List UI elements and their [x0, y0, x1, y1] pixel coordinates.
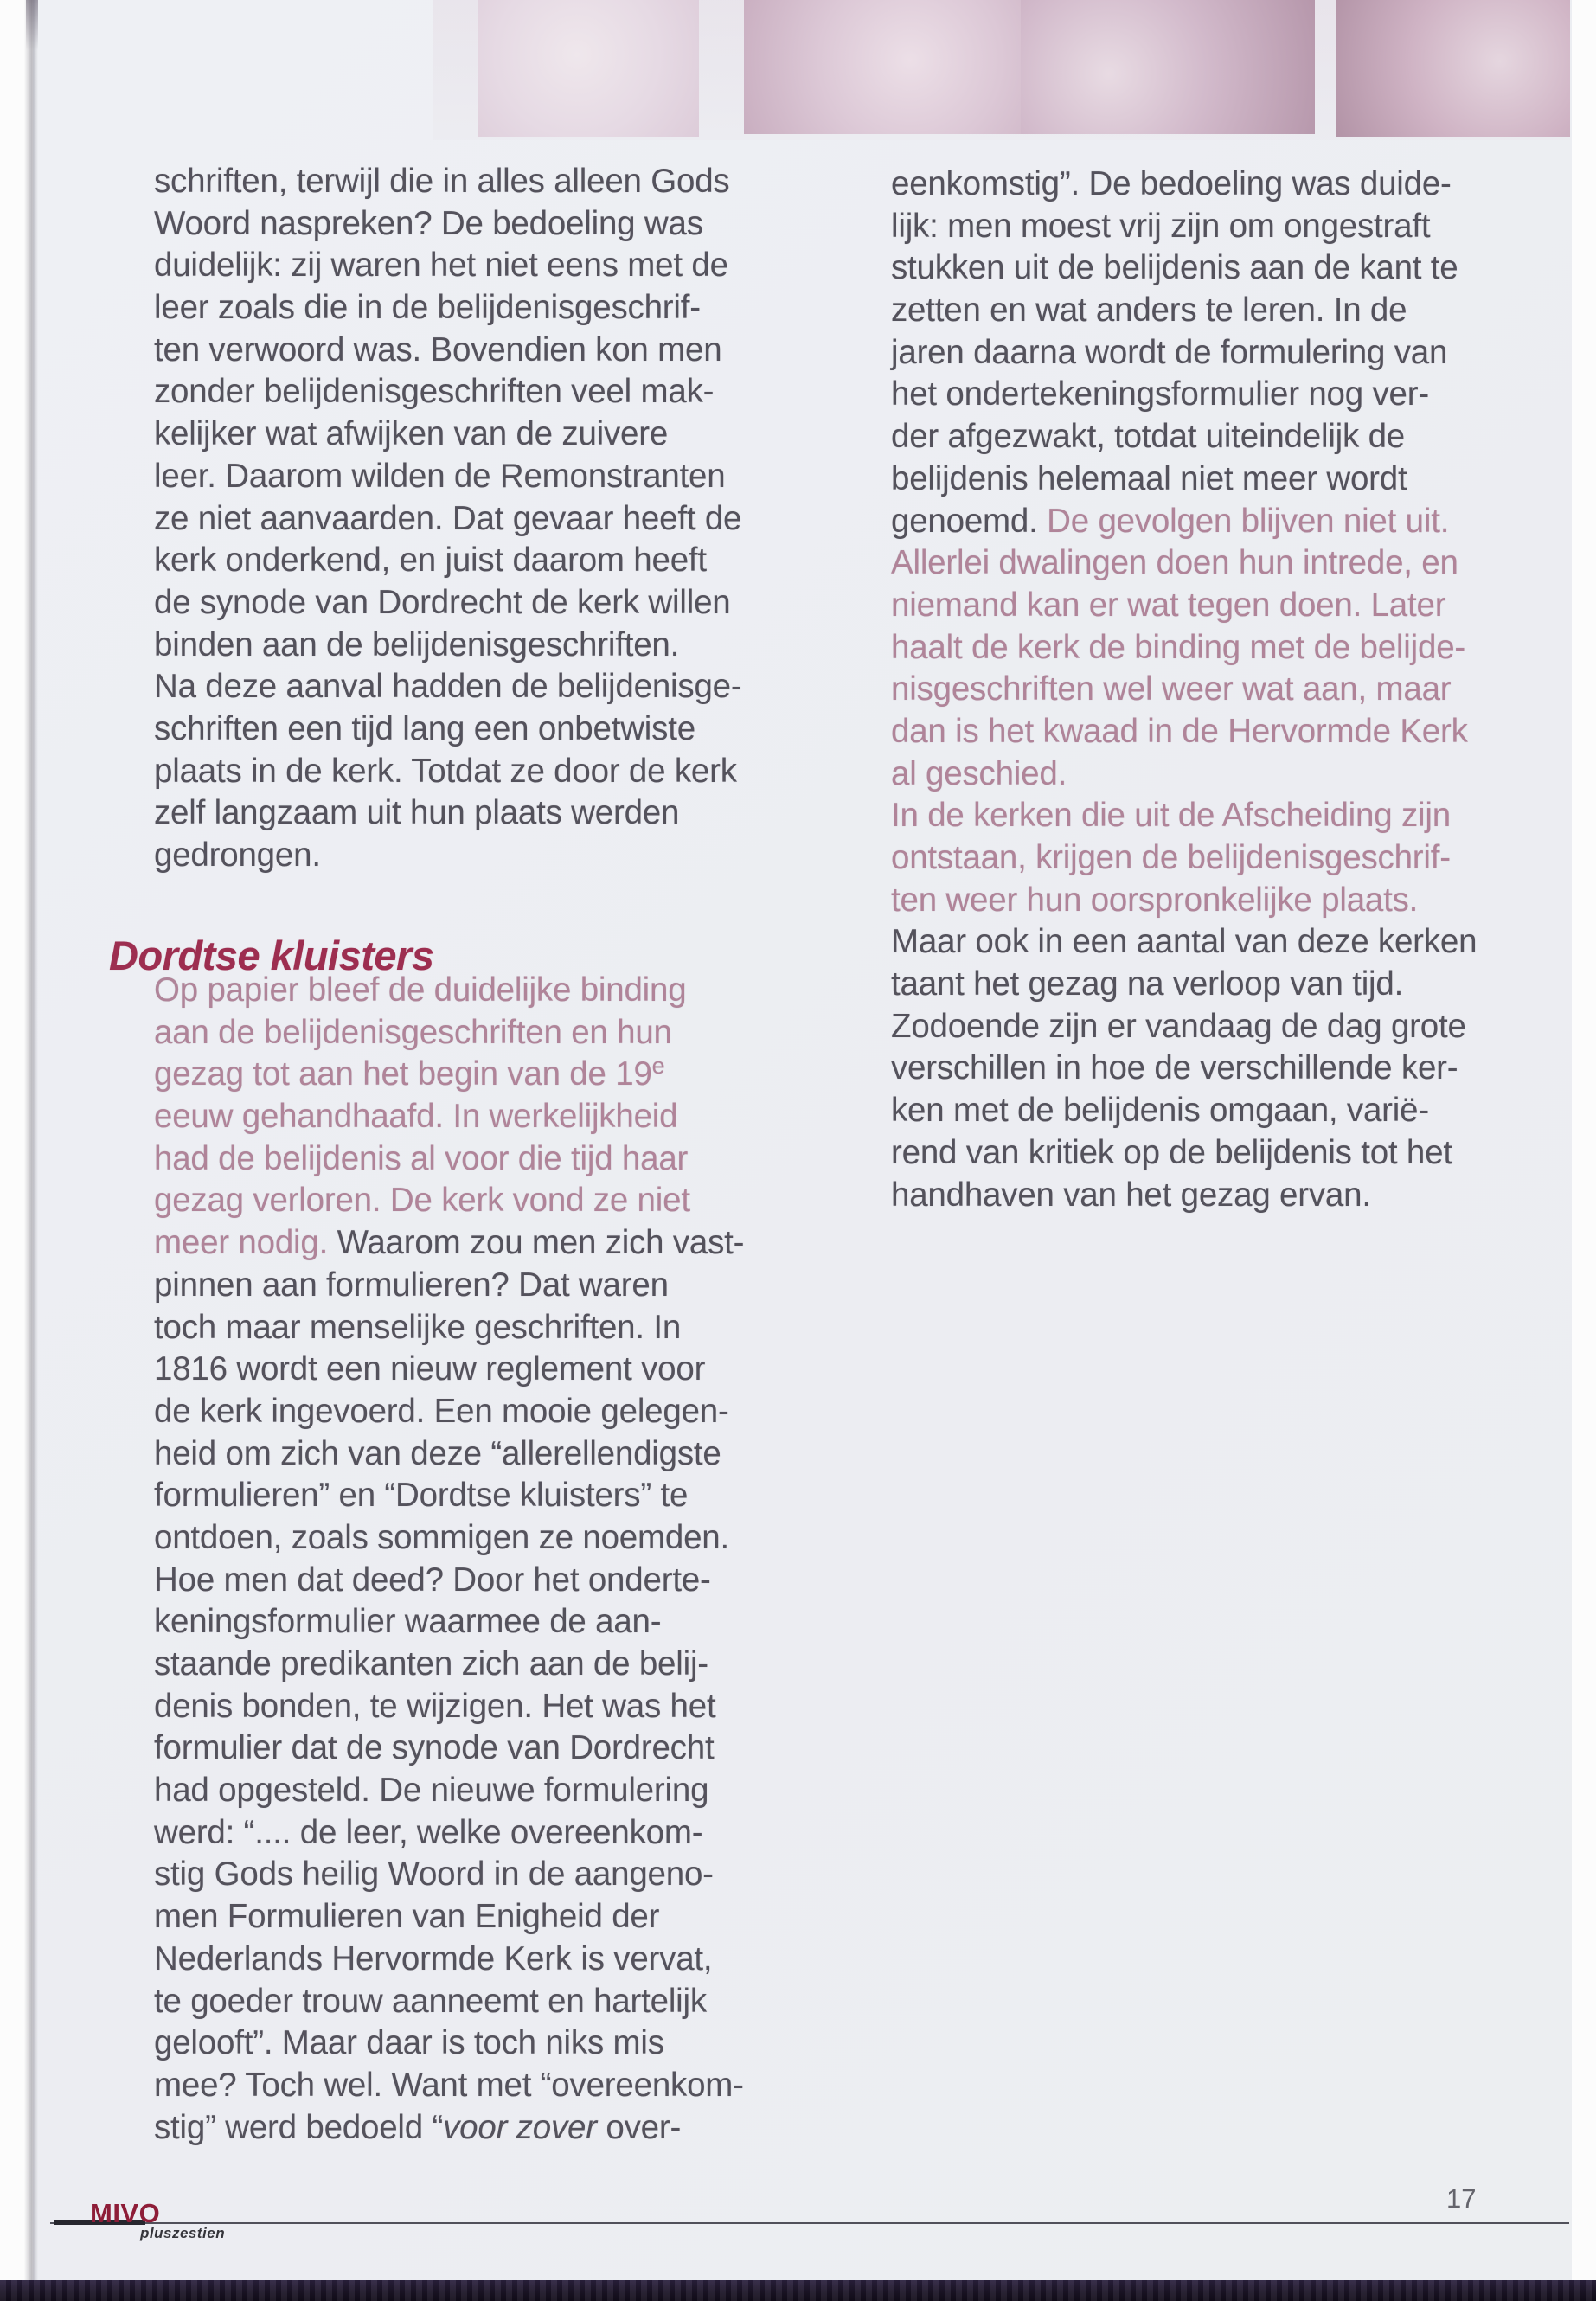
- text-segment: gedrongen.: [154, 836, 321, 874]
- text-line: [154, 1601, 811, 1644]
- text-line: [154, 1054, 811, 1096]
- faded-photo-3: [1021, 0, 1315, 134]
- text-line: [891, 795, 1548, 837]
- text-segment: schriften, terwijl die in alles alleen Gods: [154, 163, 730, 200]
- text-line: [891, 206, 1548, 248]
- text-line: [154, 498, 811, 541]
- text-line: [891, 1175, 1548, 1217]
- text-segment: mee? Toch wel. Want met “overeenkom-: [154, 2066, 744, 2104]
- text-line: [154, 245, 811, 287]
- text-segment: formulieren” en “Dordtse kluisters” te: [154, 1477, 689, 1515]
- text-line: [891, 501, 1548, 543]
- text-segment: Woord naspreken? De bedoeling was: [154, 204, 703, 242]
- text-segment: eenkomstig”. De bedoeling was duide-: [891, 165, 1452, 202]
- text-line: [154, 540, 811, 582]
- text-segment: genoemd.: [891, 502, 1048, 540]
- text-line: [891, 1006, 1548, 1048]
- text-segment: toch maar menselijke geschriften. In: [154, 1308, 682, 1346]
- text-line: [891, 837, 1548, 880]
- text-segment: ken met de belijdenis omgaan, varië-: [891, 1092, 1429, 1130]
- text-segment: al geschied.: [891, 754, 1067, 792]
- text-line: [154, 1981, 811, 2023]
- text-segment: zetten en wat anders te leren. In de: [891, 292, 1407, 330]
- text-segment: plaats in de kerk. Totdat ze door de kerk: [154, 752, 737, 790]
- text-segment: staande predikanten zich aan de belij-: [154, 1645, 708, 1682]
- text-segment: gezag tot aan het begin van de 19: [154, 1055, 652, 1093]
- text-line: [154, 1854, 811, 1896]
- text-segment: ontdoen, zoals sommigen ze noemden.: [154, 1518, 730, 1556]
- text-segment: 1816 wordt een nieuw reglement voor: [154, 1350, 706, 1388]
- faded-photo-1: [478, 0, 699, 137]
- text-segment: rend van kritiek op de belijdenis tot het: [891, 1133, 1452, 1171]
- text-line: [154, 666, 811, 708]
- text-line: [891, 163, 1548, 206]
- article-left-column-bottom: [154, 970, 811, 2149]
- faded-photo-4: [1336, 0, 1570, 137]
- text-segment: Zodoende zijn er vandaag de dag grote: [891, 1007, 1466, 1045]
- text-line: [891, 247, 1548, 290]
- text-line: [154, 413, 811, 456]
- text-segment: gezag verloren. De kerk vond ze niet: [154, 1182, 690, 1220]
- section-heading: Dordtse kluisters: [109, 933, 434, 978]
- text-line: [154, 2107, 811, 2150]
- text-segment: schriften een tijd lang een onbetwiste: [154, 709, 695, 747]
- text-segment: het ondertekeningsformulier nog ver-: [891, 375, 1429, 413]
- text-line: [154, 1644, 811, 1686]
- text-segment: stig Gods heilig Woord in de aangeno-: [154, 1856, 714, 1894]
- text-line: [891, 1132, 1548, 1175]
- text-line: [891, 1090, 1548, 1132]
- text-segment: e: [651, 1053, 665, 1080]
- page-edge-top-smudge: [26, 0, 38, 50]
- text-line: [154, 161, 811, 203]
- text-line: [154, 1475, 811, 1517]
- text-line: [154, 835, 811, 877]
- text-line: [891, 290, 1548, 332]
- text-segment: stig” werd bedoeld “: [154, 2108, 444, 2146]
- text-line: [154, 456, 811, 498]
- text-line: [154, 1222, 811, 1265]
- text-segment: kerk onderkend, en juist daarom heeft: [154, 542, 707, 580]
- text-line: [154, 1138, 811, 1181]
- text-segment: had de belijdenis al voor die tijd haar: [154, 1139, 689, 1177]
- text-segment: belijdenis helemaal niet meer wordt: [891, 459, 1407, 497]
- text-segment: heid om zich van deze “allerellendigste: [154, 1434, 721, 1472]
- text-segment: denis bonden, te wijzigen. Het was het: [154, 1687, 716, 1725]
- text-segment: Op papier bleef de duidelijke binding: [154, 971, 687, 1009]
- text-segment: nisgeschriften wel weer wat aan, maar: [891, 670, 1452, 708]
- article-left-column-top: [154, 161, 811, 877]
- text-segment: werd: “.... de leer, welke overeenkom-: [154, 1813, 703, 1851]
- text-segment: haalt de kerk de binding met de belijde-: [891, 628, 1466, 666]
- text-segment: eeuw gehandhaafd. In werkelijkheid: [154, 1098, 678, 1136]
- text-segment: men Formulieren van Enigheid der: [154, 1898, 660, 1936]
- text-segment: te goeder trouw aanneemt en hartelijk: [154, 1982, 707, 2020]
- text-line: [154, 1517, 811, 1560]
- text-line: [154, 625, 811, 667]
- text-segment: Hoe men dat deed? Door het onderte-: [154, 1561, 711, 1599]
- text-segment: Waarom zou men zich vast-: [337, 1224, 745, 1262]
- text-line: [154, 1560, 811, 1602]
- text-line: [154, 1307, 811, 1349]
- text-line: [154, 1265, 811, 1307]
- text-segment: der afgezwakt, totdat uiteindelijk de: [891, 418, 1405, 456]
- text-segment: formulier dat de synode van Dordrecht: [154, 1729, 715, 1767]
- text-line: [891, 669, 1548, 711]
- text-segment: duidelijk: zij waren het niet eens met de: [154, 247, 728, 285]
- text-line: [154, 1896, 811, 1939]
- text-segment: Maar ook in een aantal van deze kerken: [891, 923, 1477, 961]
- text-line: [154, 1391, 811, 1433]
- text-segment: ten weer hun oorspronkelijke plaats.: [891, 881, 1419, 919]
- text-segment: gelooft”. Maar daar is toch niks mis: [154, 2024, 664, 2062]
- text-line: [154, 970, 811, 1012]
- text-line: [891, 332, 1548, 375]
- text-line: [154, 1349, 811, 1391]
- text-line: [154, 1096, 811, 1138]
- text-line: [154, 1812, 811, 1855]
- text-segment: over-: [596, 2108, 682, 2146]
- text-segment: de kerk ingevoerd. Een mooie gelegen-: [154, 1392, 729, 1430]
- text-segment: aan de belijdenisgeschriften en hun: [154, 1013, 672, 1051]
- text-line: [154, 1727, 811, 1770]
- text-segment: kelijker wat afwijken van de zuivere: [154, 415, 669, 453]
- text-segment: voor zover: [443, 2108, 597, 2146]
- text-segment: lijk: men moest vrij zijn om ongestraft: [891, 207, 1431, 245]
- text-segment: keningsformulier waarmee de aan-: [154, 1603, 662, 1641]
- text-segment: In de kerken die uit de Afscheiding zijn: [891, 797, 1451, 835]
- text-segment: ten verwoord was. Bovendien kon men: [154, 330, 722, 369]
- text-segment: binden aan de belijdenisgeschriften.: [154, 625, 680, 663]
- article-right-column: [891, 163, 1548, 1216]
- text-line: [154, 1939, 811, 1981]
- mivo-logo-sub: pluszestien: [140, 2225, 226, 2241]
- text-segment: zelf langzaam uit hun plaats werden: [154, 794, 680, 832]
- text-line: [891, 1048, 1548, 1090]
- text-segment: jaren daarna wordt de formulering van: [891, 333, 1448, 371]
- text-segment: Na deze aanval hadden de belijdenisge-: [154, 668, 742, 706]
- text-line: [891, 753, 1548, 796]
- text-line: [154, 2065, 811, 2107]
- text-segment: stukken uit de belijdenis aan de kant te: [891, 249, 1458, 287]
- text-line: [154, 792, 811, 835]
- text-line: [891, 964, 1548, 1006]
- page-edge-shadow: [24, 0, 38, 2301]
- mivo-logo: MIVO: [90, 2198, 161, 2228]
- text-line: [154, 371, 811, 413]
- text-line: [154, 582, 811, 625]
- text-line: [154, 708, 811, 751]
- text-line: [891, 627, 1548, 670]
- text-segment: Nederlands Hervormde Kerk is vervat,: [154, 1939, 713, 1977]
- text-line: [154, 751, 811, 793]
- text-segment: leer. Daarom wilden de Remonstranten: [154, 457, 726, 495]
- text-line: [891, 711, 1548, 753]
- text-line: [891, 458, 1548, 501]
- bottom-scan-band: [0, 2280, 1596, 2301]
- text-line: [154, 1686, 811, 1728]
- text-segment: handhaven van het gezag ervan.: [891, 1176, 1371, 1214]
- text-segment: zonder belijdenisgeschriften veel mak-: [154, 373, 715, 411]
- text-line: [154, 287, 811, 330]
- text-segment: ze niet aanvaarden. Dat gevaar heeft de: [154, 499, 742, 537]
- text-segment: meer nodig.: [154, 1224, 337, 1262]
- text-segment: niemand kan er wat tegen doen. Later: [891, 586, 1446, 624]
- footer-rule: [50, 2222, 1569, 2224]
- faded-photo-2: [744, 0, 1021, 134]
- text-line: [154, 1770, 811, 1812]
- text-line: [891, 542, 1548, 585]
- text-segment: pinnen aan formulieren? Dat waren: [154, 1266, 669, 1304]
- text-segment: had opgesteld. De nieuwe formulering: [154, 1772, 709, 1810]
- text-segment: leer zoals die in de belijdenisgeschrif-: [154, 289, 701, 327]
- text-segment: Allerlei dwalingen doen hun intrede, en: [891, 544, 1458, 582]
- text-segment: De gevolgen blijven niet uit.: [1047, 502, 1450, 540]
- text-line: [891, 416, 1548, 458]
- text-segment: de synode van Dordrecht de kerk willen: [154, 583, 731, 621]
- text-segment: ontstaan, krijgen de belijdenisgeschrif-: [891, 839, 1451, 876]
- text-line: [891, 585, 1548, 627]
- text-line: [154, 330, 811, 372]
- text-line: [891, 880, 1548, 922]
- page-number: 17: [1446, 2183, 1477, 2214]
- text-line: [154, 1180, 811, 1222]
- text-line: [154, 1012, 811, 1054]
- text-line: [891, 374, 1548, 416]
- text-line: [891, 921, 1548, 964]
- text-segment: dan is het kwaad in de Hervormde Kerk: [891, 712, 1468, 750]
- text-line: [154, 1433, 811, 1476]
- text-segment: verschillen in hoe de verschillende ker-: [891, 1049, 1458, 1087]
- text-segment: taant het gezag na verloop van tijd.: [891, 965, 1404, 1003]
- text-line: [154, 2022, 811, 2065]
- text-line: [154, 203, 811, 246]
